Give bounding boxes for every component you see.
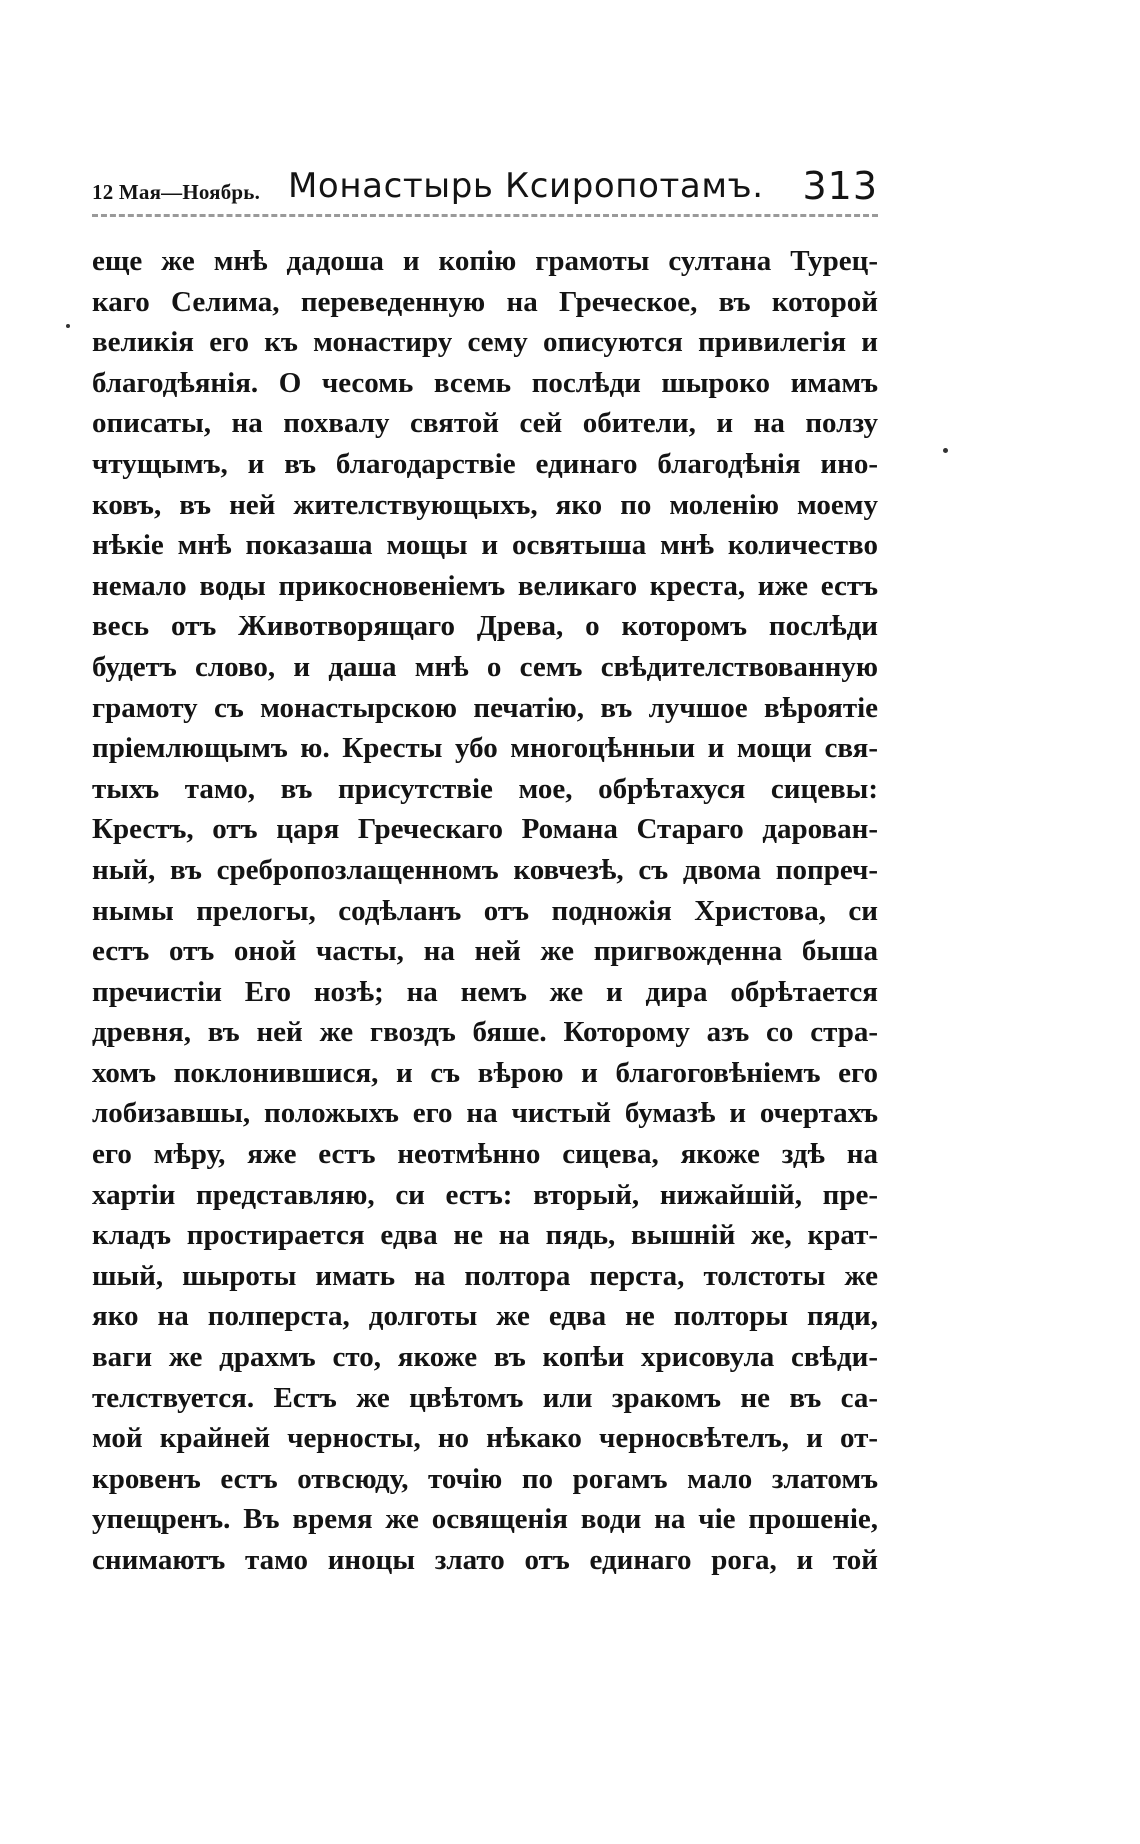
- text-line: благодѣянія. О чесомь всемь послѣди шыроко имамъ: [92, 366, 878, 399]
- text-line: тыхъ тамо, въ присутствіе мое, обрѣтахуся сицевы:: [92, 772, 878, 805]
- text-line: снимаютъ тамо иноцы злато отъ единаго рога, и той: [92, 1544, 878, 1576]
- text-line: нѣкіе мнѣ показаша мощы и освятыша мнѣ количество: [92, 529, 878, 562]
- text-line: пріемлющымъ ю. Кресты убо многоцѣнныи и мощи свя-: [92, 732, 878, 765]
- running-header: [92, 166, 878, 216]
- header-title: Монастырь Ксиропотамъ.: [288, 166, 764, 206]
- text-line: его мѣру, яже естъ неотмѣнно сицева, якоже здѣ на: [92, 1138, 878, 1171]
- text-line: каго Селима, переведенную на Греческое, въ которой: [92, 285, 878, 318]
- text-line: упещренъ. Въ время же освященія води на чіе прошеніе,: [92, 1503, 878, 1536]
- text-line: пречистіи Его нозѣ; на немъ же и дира обрѣтается: [92, 975, 878, 1008]
- text-line: описаты, на похвалу святой сей обители, и на ползу: [92, 407, 878, 440]
- text-line: чтущымъ, и въ благодарствіе единаго благодѣнія ино-: [92, 447, 878, 480]
- margin-speck: [66, 324, 70, 328]
- text-line: великія его къ монастиру сему описуются привилегія и: [92, 326, 878, 359]
- text-line: ваги же драхмъ сто, якоже въ копѣи хрисовула свѣди-: [92, 1341, 878, 1374]
- text-line: древня, въ ней же гвоздъ бяше. Которому азъ со стра-: [92, 1016, 878, 1049]
- text-line: яко на полперста, долготы же едва не полторы пяди,: [92, 1300, 878, 1333]
- text-line: Крестъ, отъ царя Греческаго Романа Стараго дарован-: [92, 813, 878, 846]
- header-date-range: 12 Мая—Ноябрь.: [92, 180, 261, 204]
- text-line: будетъ слово, и даша мнѣ о семъ свѣдителствованную: [92, 650, 878, 683]
- text-line: хартіи представляю, си естъ: вторый, нижайшій, пре-: [92, 1178, 878, 1211]
- text-line: кровенъ естъ отвсюду, точію по рогамъ мало златомъ: [92, 1462, 878, 1495]
- text-line: грамоту съ монастырскою печатію, въ лучшое вѣроятіе: [92, 691, 878, 724]
- text-line: кладъ простирается едва не на пядь, вышній же, крат-: [92, 1219, 878, 1252]
- body-text: [92, 241, 878, 1581]
- text-line: нымы прелогы, содѣланъ отъ подножія Христова, си: [92, 894, 878, 927]
- text-line: шый, шыроты имать на полтора перста, толстоты же: [92, 1259, 878, 1292]
- text-line: естъ отъ оной часты, на ней же пригвожденна быша: [92, 935, 878, 968]
- text-line: телствуется. Естъ же цвѣтомъ или зракомъ не въ са-: [92, 1381, 878, 1414]
- text-line: весь отъ Животворящаго Древа, о которомъ послѣди: [92, 610, 878, 643]
- page-number: 313: [802, 164, 878, 208]
- text-line: лобизавшы, положыхъ его на чистый бумазѣ и очертахъ: [92, 1097, 878, 1130]
- margin-speck: [943, 448, 948, 453]
- text-line: немало воды прикосновеніемъ великаго креста, иже естъ: [92, 569, 878, 602]
- text-line: мой крайней черносты, но нѣкако черносвѣтелъ, и от-: [92, 1422, 878, 1455]
- text-line: ный, въ сребропозлащенномъ ковчезѣ, съ двома попреч-: [92, 853, 878, 886]
- header-rule: [92, 214, 878, 217]
- text-line: еще же мнѣ дадоша и копію грамоты султана Турец-: [92, 245, 878, 277]
- text-line: ковъ, въ ней жителствующыхъ, яко по моленію моему: [92, 488, 878, 521]
- text-line: хомъ поклонившися, и съ вѣрою и благоговѣніемъ его: [92, 1056, 878, 1089]
